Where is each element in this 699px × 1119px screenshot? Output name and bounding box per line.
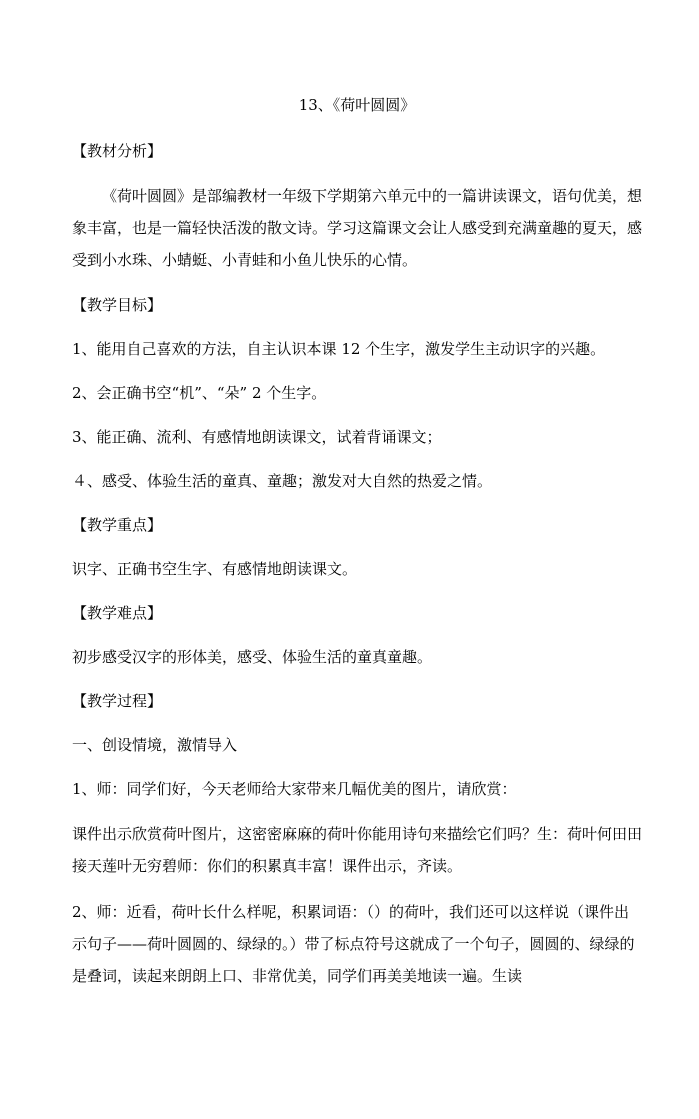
analysis-heading: 【教材分析】 — [72, 142, 163, 160]
process-2: 2、师：近看，荷叶长什么样呢，积累词语：（）的荷叶，我们还可以这样说（课件出示句子——荷叶圆圆的、绿绿的。）带了标点符号这就成了一个句子，圆圆的、绿绿的是叠词，读起来朗朗上口、非常优美，同学们再美美地读一遍。生读 — [72, 903, 635, 985]
goal-3: 3、能正确、流利、有感情地朗读课文，试着背诵课文； — [72, 428, 442, 446]
process-heading: 【教学过程】 — [72, 692, 163, 710]
goal-4: ４、感受、体验生活的童真、童趣；激发对大自然的热爱之情。 — [72, 472, 493, 490]
goal-2: 2、会正确书空“机”、“朵” 2 个生字。 — [72, 384, 327, 402]
goal-1: 1、能用自己喜欢的方法，自主认识本课 12 个生字，激发学生主动识字的兴趣。 — [72, 340, 606, 358]
goals-heading: 【教学目标】 — [72, 296, 163, 314]
document-title: 13、《荷叶圆圆》 — [298, 96, 416, 114]
process-1-2: 课件出示欣赏荷叶图片，这密密麻麻的荷叶你能用诗句来描绘它们吗？生：荷叶何田田接天莲叶无穷碧师：你们的积累真丰富！课件出示，齐读。 — [72, 825, 643, 875]
difficulty-heading: 【教学难点】 — [72, 604, 163, 622]
process-step-1: 一、创设情境，激情导入 — [72, 736, 238, 754]
analysis-text: 《荷叶圆圆》是部编教材一年级下学期第六单元中的一篇讲读课文，语句优美，想象丰富，也是一篇轻快活泼的散文诗。学习这篇课文会让人感受到充满童趣的夏天，感受到小水珠、小蜻蜓、小青蛙和小鱼儿快乐的心情。 — [72, 187, 643, 269]
key-text: 识字、正确书空生字、有感情地朗读课文。 — [72, 560, 358, 578]
key-heading: 【教学重点】 — [72, 516, 163, 534]
document-page — [72, 92, 642, 1006]
process-1-1: 1、师：同学们好，今天老师给大家带来几幅优美的图片，请欣赏： — [72, 780, 517, 798]
difficulty-text: 初步感受汉字的形体美，感受、体验生活的童真童趣。 — [72, 648, 433, 666]
